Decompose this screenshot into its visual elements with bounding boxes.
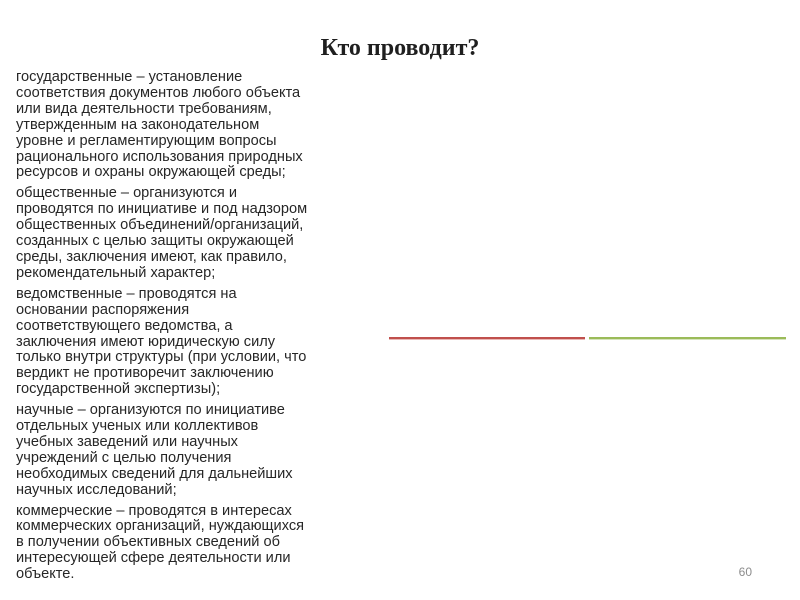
paragraph-state [16,70,362,181]
text-line: необходимых сведений для дальнейших [16,465,293,482]
text-line: ведомственные – проводятся на [16,285,237,302]
text-line: общественных объединений/организаций, [16,217,304,234]
text-line: соответствующего ведомства, а [16,317,233,334]
accent-divider-red [389,337,585,340]
text-line: среды, заключения имеют, как правило, [16,248,287,265]
text-line: государственные – установление [16,69,243,85]
text-line: научные – организуются по инициативе [16,402,285,419]
text-line: объекте. [16,566,75,583]
text-line: созданных с целью защиты окружающей [16,233,294,250]
text-line: уровне и регламентирующим вопросы [16,132,277,149]
text-line: утвержденным на законодательном [16,116,260,133]
paragraph-commercial [16,504,362,584]
paragraph-scientific [16,403,362,498]
text-line: проводятся по инициативе и под надзором [16,201,308,218]
text-line: рекомендательный характер; [16,264,216,281]
paragraph-public [16,186,362,281]
text-line: государственной экспертизы); [16,381,221,398]
text-line: учебных заведений или научных [16,433,238,450]
text-line: соответствия документов любого объекта [16,84,301,101]
text-line: вердикт не противоречит заключению [16,365,274,382]
paragraph-departmental [16,287,362,398]
text-line: интересующей сфере деятельности или [16,550,291,567]
text-line: рационального использования природных [16,148,303,165]
text-line: учреждений с целью получения [16,449,232,466]
text-line: коммерческие – проводятся в интересах [16,502,292,519]
text-line: коммерческих организаций, нуждающихся [16,518,305,535]
text-line: в получении объективных сведений об [16,534,280,551]
text-line: или вида деятельности требованиям, [16,100,272,117]
text-line: заключения имеют юридическую силу [16,333,276,350]
accent-divider-green [589,337,786,340]
text-line: отдельных ученых или коллективов [16,418,259,435]
text-line: только внутри структуры (при условии, что [16,349,307,366]
content-text-block [16,70,362,588]
text-line: ресурсов и охраны окружающей среды; [16,164,286,181]
text-line: научных исследований; [16,481,177,498]
text-line: основании распоряжения [16,301,190,318]
question-mark-icon: ? [467,35,480,61]
slide-title-text: Кто проводит [320,35,468,61]
text-line: общественные – организуются и [16,185,238,202]
page-number: 60 [738,565,752,579]
slide-title [0,30,800,66]
